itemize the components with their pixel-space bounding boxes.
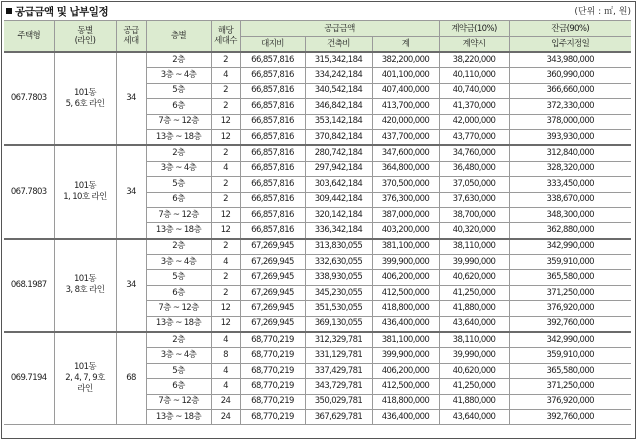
balance-cell: 393,930,000 (509, 129, 631, 145)
deposit-cell: 41,880,000 (439, 394, 509, 409)
total-price-cell: 387,000,000 (372, 207, 439, 222)
header-supply: 공급 세대 (116, 21, 146, 53)
dong-line-cell: 101동 1, 10호 라인 (54, 145, 116, 238)
total-price-cell: 399,900,000 (372, 348, 439, 363)
balance-cell: 360,990,000 (509, 68, 631, 83)
floor-cell: 7층 ~ 12층 (146, 114, 211, 129)
units-cell: 12 (211, 223, 240, 239)
deposit-cell: 43,770,000 (439, 129, 509, 145)
balance-cell: 328,320,000 (509, 161, 631, 176)
units-cell: 4 (211, 363, 240, 378)
land-price-cell: 67,269,945 (240, 316, 305, 332)
deposit-cell: 40,320,000 (439, 223, 509, 239)
land-price-cell: 66,857,816 (240, 52, 305, 68)
header-deposit-group: 계약금(10%) (439, 21, 509, 37)
land-price-cell: 68,770,219 (240, 363, 305, 378)
deposit-cell: 37,630,000 (439, 192, 509, 207)
header-units: 해당 세대수 (211, 21, 240, 53)
unit-type-cell: 067.7803 (4, 52, 54, 145)
land-price-cell: 66,857,816 (240, 99, 305, 114)
deposit-cell: 40,620,000 (439, 270, 509, 285)
supply-count-cell: 34 (116, 239, 146, 332)
units-cell: 4 (211, 379, 240, 394)
building-price-cell: 315,342,184 (305, 52, 372, 68)
land-price-cell: 66,857,816 (240, 83, 305, 98)
floor-cell: 3층 ~ 4층 (146, 68, 211, 83)
land-price-cell: 68,770,219 (240, 394, 305, 409)
balance-cell: 342,990,000 (509, 332, 631, 348)
land-price-cell: 68,770,219 (240, 332, 305, 348)
table-row (4, 332, 631, 348)
total-price-cell: 364,800,000 (372, 161, 439, 176)
land-price-cell: 66,857,816 (240, 114, 305, 129)
units-cell: 2 (211, 285, 240, 300)
deposit-cell: 40,620,000 (439, 363, 509, 378)
deposit-cell: 38,110,000 (439, 239, 509, 255)
floor-cell: 5층 (146, 270, 211, 285)
units-cell: 4 (211, 161, 240, 176)
units-cell: 8 (211, 348, 240, 363)
section-title-text: 공급금액 및 납부일정 (15, 6, 109, 18)
floor-cell: 6층 (146, 99, 211, 114)
total-price-cell: 407,400,000 (372, 83, 439, 98)
units-cell: 12 (211, 207, 240, 222)
total-price-cell: 381,100,000 (372, 332, 439, 348)
supply-count-cell: 34 (116, 145, 146, 238)
table-body (4, 52, 631, 425)
balance-cell: 365,580,000 (509, 270, 631, 285)
land-price-cell: 67,269,945 (240, 270, 305, 285)
table-row (4, 145, 631, 161)
deposit-cell: 40,110,000 (439, 68, 509, 83)
deposit-cell: 38,110,000 (439, 332, 509, 348)
deposit-cell: 41,370,000 (439, 99, 509, 114)
floor-cell: 13층 ~ 18층 (146, 223, 211, 239)
total-price-cell: 406,200,000 (372, 363, 439, 378)
floor-cell: 7층 ~ 12층 (146, 394, 211, 409)
deposit-cell: 37,050,000 (439, 177, 509, 192)
header-balance-group: 잔금(90%) (509, 21, 631, 37)
land-price-cell: 66,857,816 (240, 223, 305, 239)
balance-cell: 312,840,000 (509, 145, 631, 161)
header-dong: 동별 (라인) (54, 21, 116, 53)
building-price-cell: 312,329,781 (305, 332, 372, 348)
units-cell: 2 (211, 192, 240, 207)
land-price-cell: 66,857,816 (240, 68, 305, 83)
units-cell: 2 (211, 177, 240, 192)
floor-cell: 3층 ~ 4층 (146, 161, 211, 176)
building-price-cell: 280,742,184 (305, 145, 372, 161)
header-building: 건축비 (305, 37, 372, 53)
floor-cell: 2층 (146, 145, 211, 161)
dong-line-cell: 101동 5, 6호 라인 (54, 52, 116, 145)
deposit-cell: 43,640,000 (439, 316, 509, 332)
header-deposit-sub: 계약시 (439, 37, 509, 53)
floor-cell: 13층 ~ 18층 (146, 129, 211, 145)
floor-cell: 2층 (146, 332, 211, 348)
total-price-cell: 436,400,000 (372, 409, 439, 424)
floor-cell: 3층 ~ 4층 (146, 255, 211, 270)
deposit-cell: 40,740,000 (439, 83, 509, 98)
balance-cell: 392,760,000 (509, 409, 631, 424)
header-price-group: 공급금액 (240, 21, 439, 37)
total-price-cell: 376,300,000 (372, 192, 439, 207)
deposit-cell: 42,000,000 (439, 114, 509, 129)
land-price-cell: 66,857,816 (240, 177, 305, 192)
deposit-cell: 38,700,000 (439, 207, 509, 222)
supply-count-cell: 34 (116, 52, 146, 145)
units-cell: 12 (211, 114, 240, 129)
building-price-cell: 346,842,184 (305, 99, 372, 114)
total-price-cell: 420,000,000 (372, 114, 439, 129)
floor-cell: 6층 (146, 285, 211, 300)
deposit-cell: 39,990,000 (439, 255, 509, 270)
units-cell: 2 (211, 239, 240, 255)
building-price-cell: 332,630,055 (305, 255, 372, 270)
units-cell: 12 (211, 129, 240, 145)
building-price-cell: 334,242,184 (305, 68, 372, 83)
building-price-cell: 336,342,184 (305, 223, 372, 239)
balance-cell: 359,910,000 (509, 255, 631, 270)
balance-cell: 343,980,000 (509, 52, 631, 68)
deposit-cell: 38,220,000 (439, 52, 509, 68)
total-price-cell: 413,700,000 (372, 99, 439, 114)
balance-cell: 359,910,000 (509, 348, 631, 363)
unit-type-cell: 069.7194 (4, 332, 54, 425)
unit-type-cell: 068.1987 (4, 239, 54, 332)
total-price-cell: 418,800,000 (372, 301, 439, 316)
land-price-cell: 66,857,816 (240, 145, 305, 161)
building-price-cell: 313,830,055 (305, 239, 372, 255)
units-cell: 2 (211, 83, 240, 98)
land-price-cell: 67,269,945 (240, 285, 305, 300)
total-price-cell: 412,500,000 (372, 285, 439, 300)
total-price-cell: 347,600,000 (372, 145, 439, 161)
building-price-cell: 345,230,055 (305, 285, 372, 300)
total-price-cell: 406,200,000 (372, 270, 439, 285)
header-land: 대지비 (240, 37, 305, 53)
total-price-cell: 381,100,000 (372, 239, 439, 255)
building-price-cell: 320,142,184 (305, 207, 372, 222)
total-price-cell: 436,400,000 (372, 316, 439, 332)
building-price-cell: 351,530,055 (305, 301, 372, 316)
total-price-cell: 370,500,000 (372, 177, 439, 192)
units-cell: 12 (211, 316, 240, 332)
units-cell: 4 (211, 255, 240, 270)
table-header (4, 21, 631, 53)
deposit-cell: 34,760,000 (439, 145, 509, 161)
floor-cell: 2층 (146, 52, 211, 68)
total-price-cell: 412,500,000 (372, 379, 439, 394)
header-type: 주택형 (4, 21, 54, 53)
balance-cell: 342,990,000 (509, 239, 631, 255)
balance-cell: 348,300,000 (509, 207, 631, 222)
units-cell: 2 (211, 99, 240, 114)
floor-cell: 3층 ~ 4층 (146, 348, 211, 363)
building-price-cell: 309,442,184 (305, 192, 372, 207)
header-total: 계 (372, 37, 439, 53)
land-price-cell: 66,857,816 (240, 192, 305, 207)
floor-cell: 2층 (146, 239, 211, 255)
units-cell: 24 (211, 409, 240, 424)
balance-cell: 376,920,000 (509, 394, 631, 409)
land-price-cell: 68,770,219 (240, 379, 305, 394)
price-table (4, 20, 631, 425)
building-price-cell: 337,429,781 (305, 363, 372, 378)
building-price-cell: 338,930,055 (305, 270, 372, 285)
building-price-cell: 350,029,781 (305, 394, 372, 409)
land-price-cell: 66,857,816 (240, 161, 305, 176)
deposit-cell: 41,250,000 (439, 379, 509, 394)
square-bullet-icon (6, 8, 12, 14)
balance-cell: 333,450,000 (509, 177, 631, 192)
units-cell: 2 (211, 270, 240, 285)
header-floor: 층별 (146, 21, 211, 53)
balance-cell: 392,760,000 (509, 316, 631, 332)
land-price-cell: 68,770,219 (240, 348, 305, 363)
floor-cell: 5층 (146, 363, 211, 378)
building-price-cell: 367,629,781 (305, 409, 372, 424)
unit-note: (단위 : ㎡, 원) (574, 7, 631, 17)
land-price-cell: 67,269,945 (240, 301, 305, 316)
total-price-cell: 382,200,000 (372, 52, 439, 68)
building-price-cell: 369,130,055 (305, 316, 372, 332)
deposit-cell: 39,990,000 (439, 348, 509, 363)
total-price-cell: 399,900,000 (372, 255, 439, 270)
land-price-cell: 66,857,816 (240, 129, 305, 145)
table-row (4, 239, 631, 255)
building-price-cell: 340,542,184 (305, 83, 372, 98)
deposit-cell: 43,640,000 (439, 409, 509, 424)
building-price-cell: 343,729,781 (305, 379, 372, 394)
section-title (6, 5, 108, 19)
building-price-cell: 353,142,184 (305, 114, 372, 129)
units-cell: 2 (211, 145, 240, 161)
land-price-cell: 68,770,219 (240, 409, 305, 424)
deposit-cell: 41,250,000 (439, 285, 509, 300)
balance-cell: 338,670,000 (509, 192, 631, 207)
floor-cell: 6층 (146, 192, 211, 207)
deposit-cell: 41,880,000 (439, 301, 509, 316)
header-balance-sub: 입주지정일 (509, 37, 631, 53)
floor-cell: 13층 ~ 18층 (146, 409, 211, 424)
balance-cell: 365,580,000 (509, 363, 631, 378)
floor-cell: 5층 (146, 177, 211, 192)
unit-type-cell: 067.7803 (4, 145, 54, 238)
building-price-cell: 370,842,184 (305, 129, 372, 145)
title-bar (6, 5, 633, 19)
land-price-cell: 67,269,945 (240, 239, 305, 255)
dong-line-cell: 101동 3, 8호 라인 (54, 239, 116, 332)
dong-line-cell: 101동 2, 4, 7, 9호 라인 (54, 332, 116, 425)
floor-cell: 13층 ~ 18층 (146, 316, 211, 332)
land-price-cell: 67,269,945 (240, 255, 305, 270)
total-price-cell: 418,800,000 (372, 394, 439, 409)
balance-cell: 362,880,000 (509, 223, 631, 239)
floor-cell: 7층 ~ 12층 (146, 301, 211, 316)
table-row (4, 52, 631, 68)
building-price-cell: 303,642,184 (305, 177, 372, 192)
units-cell: 4 (211, 68, 240, 83)
balance-cell: 372,330,000 (509, 99, 631, 114)
balance-cell: 378,000,000 (509, 114, 631, 129)
balance-cell: 371,250,000 (509, 379, 631, 394)
balance-cell: 376,920,000 (509, 301, 631, 316)
deposit-cell: 36,480,000 (439, 161, 509, 176)
total-price-cell: 437,700,000 (372, 129, 439, 145)
floor-cell: 6층 (146, 379, 211, 394)
total-price-cell: 403,200,000 (372, 223, 439, 239)
units-cell: 2 (211, 52, 240, 68)
units-cell: 12 (211, 301, 240, 316)
units-cell: 24 (211, 394, 240, 409)
balance-cell: 366,660,000 (509, 83, 631, 98)
floor-cell: 7층 ~ 12층 (146, 207, 211, 222)
total-price-cell: 401,100,000 (372, 68, 439, 83)
land-price-cell: 66,857,816 (240, 207, 305, 222)
building-price-cell: 331,129,781 (305, 348, 372, 363)
units-cell: 4 (211, 332, 240, 348)
supply-count-cell: 68 (116, 332, 146, 425)
floor-cell: 5층 (146, 83, 211, 98)
building-price-cell: 297,942,184 (305, 161, 372, 176)
balance-cell: 371,250,000 (509, 285, 631, 300)
